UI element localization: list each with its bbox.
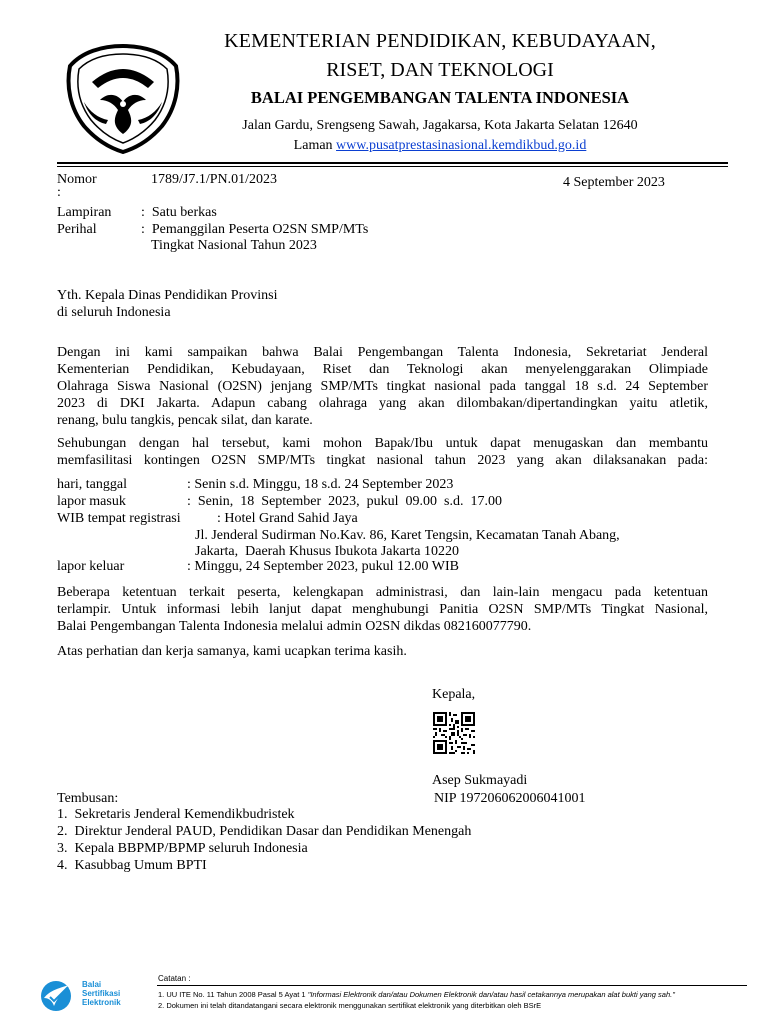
signature-title: Kepala, [432, 687, 476, 702]
nomor-colon: : [57, 185, 61, 200]
footer-rule [157, 985, 747, 986]
tembusan-item: 3. Kepala BBPMP/BPMP seluruh Indonesia [57, 841, 308, 856]
tembusan-item: 2. Direktur Jenderal PAUD, Pendidikan Dasar dan Pendidikan Menengah [57, 824, 472, 839]
qr-code-icon [433, 712, 475, 754]
paragraph-3 [57, 584, 708, 635]
p1-line: 2023 di DKI Jakarta. Adapun cabang olahraga yang akan dilombakan/dipertandingkan yaitu atletik, [57, 396, 708, 411]
paragraph-1 [57, 344, 708, 429]
institution-address: Jalan Gardu, Srengseng Sawah, Jagakarsa, Kota Jakarta Selatan 12640 [242, 118, 638, 133]
tembusan-label: Tembusan: [57, 791, 119, 806]
laman-label: Laman [293, 138, 333, 153]
nomor-value: 1789/J7.1/PN.01/2023 [151, 172, 278, 187]
p1-line: renang, bulu tangkis, pencak silat, dan karate. [57, 413, 313, 428]
perihal-value-line1: : Pemanggilan Peserta O2SN SMP/MTs [141, 222, 369, 237]
schedule-lapor-keluar-label: lapor keluar [57, 559, 125, 574]
paragraph-4: Atas perhatian dan kerja samanya, kami ucapkan terima kasih. [57, 644, 407, 659]
header-rule-thin [57, 166, 728, 167]
footer-catatan: Catatan : [158, 974, 191, 983]
p3-line: terlampir. Untuk informasi lebih lanjut dapat menghubungi Panitia O2SN SMP/MTs Tingkat Nasional, [57, 602, 708, 617]
paragraph-2 [57, 435, 708, 469]
schedule-wib-label: WIB tempat registrasi [57, 511, 181, 526]
perihal-value-line2: Tingkat Nasional Tahun 2023 [151, 238, 317, 253]
header-rule-thick [57, 162, 728, 164]
p1-line: Kementerian Pendidikan, Kebudayaan, Riset dan Teknologi akan menyelenggarakan Olimpiade [57, 362, 708, 377]
tembusan-item: 1. Sekretaris Jenderal Kemendikbudristek [57, 807, 295, 822]
p2-line: Sehubungan dengan hal tersebut, kami mohon Bapak/Ibu untuk dapat menugaskan dan membantu [57, 436, 708, 451]
institution-website [160, 138, 720, 154]
bsre-text [82, 980, 121, 1007]
footer-note-1 [158, 990, 675, 999]
ministry-name-line2: RISET, DAN TEKNOLOGI [326, 59, 554, 81]
recipient-line2: di seluruh Indonesia [57, 305, 171, 320]
note1-quote: "Informasi Elektronik dan/atau Dokumen Elektronik dan/atau hasil cetakannya merupakan alat bukti yang sah." [307, 990, 675, 999]
nomor-label: Nomor [57, 172, 97, 187]
schedule-address-line2: Jakarta, Daerah Khusus Ibukota Jakarta 10220 [195, 544, 459, 559]
schedule-address-line1: Jl. Jenderal Sudirman No.Kav. 86, Karet Tengsin, Kecamatan Tanah Abang, [195, 528, 620, 543]
bsre-line: Balai [82, 980, 102, 989]
institution-name: BALAI PENGEMBANGAN TALENTA INDONESIA [250, 88, 630, 107]
p2-line: memfasilitasi kontingen O2SN SMP/MTs tingkat nasional tahun 2023 yang akan dilaksanakan pada: [57, 453, 708, 468]
signatory-name: Asep Sukmayadi [432, 773, 528, 788]
bsre-line: Elektronik [82, 998, 121, 1007]
schedule-lapor-masuk-label: lapor masuk [57, 494, 126, 509]
tembusan-item: 4. Kasubbag Umum BPTI [57, 858, 207, 873]
p1-line: Olahraga Siswa Nasional (O2SN) jenjang SMP/MTs tingkat nasional pada tanggal 18 s.d. 24 September [57, 379, 708, 394]
p3-line: Balai Pengembangan Talenta Indonesia melalui admin O2SN dikdas 082160077790. [57, 619, 532, 634]
p3-line: Beberapa ketentuan terkait peserta, kelengkapan administrasi, dan lain-lain mengacu pada ketentuan [57, 585, 708, 600]
schedule-lapor-keluar-value: : Minggu, 24 September 2023, pukul 12.00 WIB [187, 559, 459, 574]
letter-date: 4 September 2023 [563, 175, 665, 190]
signatory-nip: NIP 197206062006041001 [434, 791, 586, 806]
recipient-line1: Yth. Kepala Dinas Pendidikan Provinsi [57, 288, 278, 303]
website-link[interactable]: www.pusatprestasinasional.kemdikbud.go.id [336, 138, 587, 153]
ministry-name-line1: KEMENTERIAN PENDIDIKAN, KEBUDAYAAN, [224, 30, 656, 52]
lampiran-value: : Satu berkas [141, 205, 217, 220]
schedule-hari-label: hari, tanggal [57, 477, 127, 492]
svg-text:TUT WURI HANDAYANI: TUT WURI HANDAYANI [78, 58, 164, 91]
schedule-lapor-masuk-value: : Senin, 18 September 2023, pukul 09.00 s.d. 17.00 [187, 494, 502, 509]
bsre-line: Sertifikasi [82, 989, 121, 998]
note1-prefix: 1. UU ITE No. 11 Tahun 2008 Pasal 5 Ayat 1 [158, 990, 308, 999]
lampiran-label: Lampiran [57, 205, 112, 220]
schedule-venue: : Hotel Grand Sahid Jaya [217, 511, 358, 526]
schedule-hari-value: : Senin s.d. Minggu, 18 s.d. 24 September 2023 [187, 477, 454, 492]
p1-line: Dengan ini kami sampaikan bahwa Balai Pengembangan Talenta Indonesia, Sekretariat Jenderal [57, 345, 708, 360]
perihal-label: Perihal [57, 222, 97, 237]
footer-note-2: 2. Dokumen ini telah ditandatangani secara elektronik menggunakan sertifikat elektronik yang diterbitkan oleh BSrE [158, 1001, 542, 1010]
bsre-logo-icon [38, 978, 76, 1012]
